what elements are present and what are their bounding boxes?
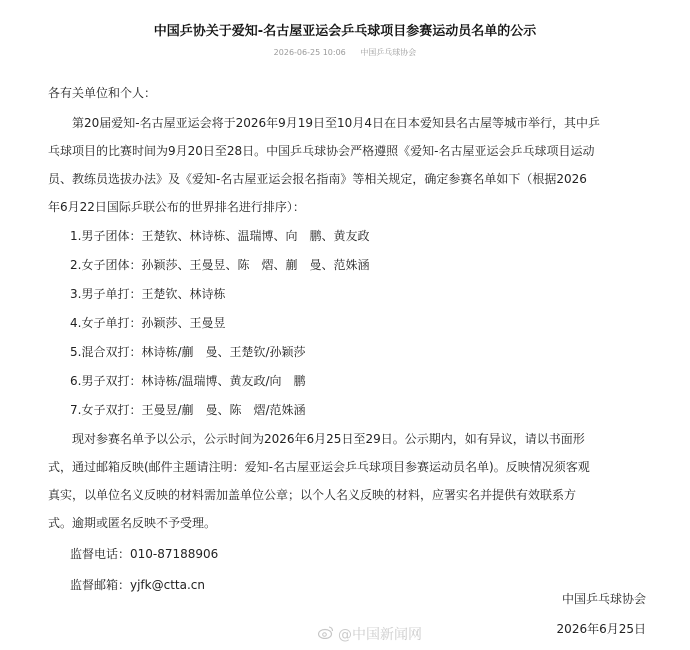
notice-paragraph — [48, 425, 648, 537]
intro-line: 乓球项目的比赛时间为9月20日至28日。中国乒乓球协会严格遵照《爱知-名古屋亚运会乒乓球项目运动 — [48, 144, 595, 158]
intro-line: 第20届爱知-名古屋亚运会将于2026年9月19日至10月4日在日本爱知县名古屋等城市举行，其中乒 — [72, 116, 600, 130]
watermark-text: @中国新闻网 — [338, 627, 422, 643]
list-item: 3.男子单打：王楚钦、林诗栋 — [70, 287, 226, 301]
notice-line: 真实，以单位名义反映的材料需加盖单位公章；以个人名义反映的材料，应署实名并提供有效联系方 — [48, 488, 577, 502]
signature: 中国乒乓球协会 — [561, 592, 646, 606]
notice-body — [48, 79, 648, 599]
supervision-email: 监督邮箱：yjfk@ctta.cn — [70, 578, 205, 592]
weibo-icon — [318, 625, 334, 643]
publish-datetime: 2026-06-25 10:06 — [273, 48, 346, 57]
list-item: 5.混合双打：林诗栋/蒯 曼、王楚钦/孙颖莎 — [70, 345, 306, 359]
notice-line: 现对参赛名单予以公示，公示时间为2026年6月25日至29日。公示期内，如有异议，请以书面形 — [72, 432, 585, 446]
sign-date: 2026年6月25日 — [556, 622, 646, 636]
supervision-phone: 监督电话：010-87188906 — [70, 547, 219, 561]
intro-line: 员、教练员选拔办法》及《爱知-名古屋亚运会报名指南》等相关规定，确定参赛名单如下（根据2026 — [48, 172, 587, 186]
notice-line: 式。逾期或匿名反映不予受理。 — [48, 516, 217, 530]
publish-meta — [0, 47, 690, 58]
list-item: 2.女子团体：孙颖莎、王曼昱、陈 熠、蒯 曼、范姝涵 — [70, 258, 370, 272]
publish-source: 中国乒乓球协会 — [360, 48, 417, 57]
list-item: 4.女子单打：孙颖莎、王曼昱 — [70, 316, 226, 330]
notice-line: 式，通过邮箱反映(邮件主题请注明：爱知-名古屋亚运会乒乓球项目参赛运动员名单)。反映情况须客观 — [48, 460, 590, 474]
list-item: 7.女子双打：王曼昱/蒯 曼、陈 熠/范姝涵 — [70, 403, 306, 417]
page-title: 中国乒协关于爱知-名古屋亚运会乒乓球项目参赛运动员名单的公示 — [153, 24, 537, 39]
watermark — [318, 624, 422, 644]
intro-paragraph — [48, 109, 648, 221]
greeting: 各有关单位和个人： — [48, 86, 157, 100]
event-list — [48, 222, 648, 424]
intro-line: 年6月22日国际乒联公布的世界排名进行排序）： — [48, 200, 305, 214]
list-item: 6.男子双打：林诗栋/温瑞博、黄友政/向 鹏 — [70, 374, 306, 388]
list-item: 1.男子团体：王楚钦、林诗栋、温瑞博、向 鹏、黄友政 — [70, 229, 370, 243]
